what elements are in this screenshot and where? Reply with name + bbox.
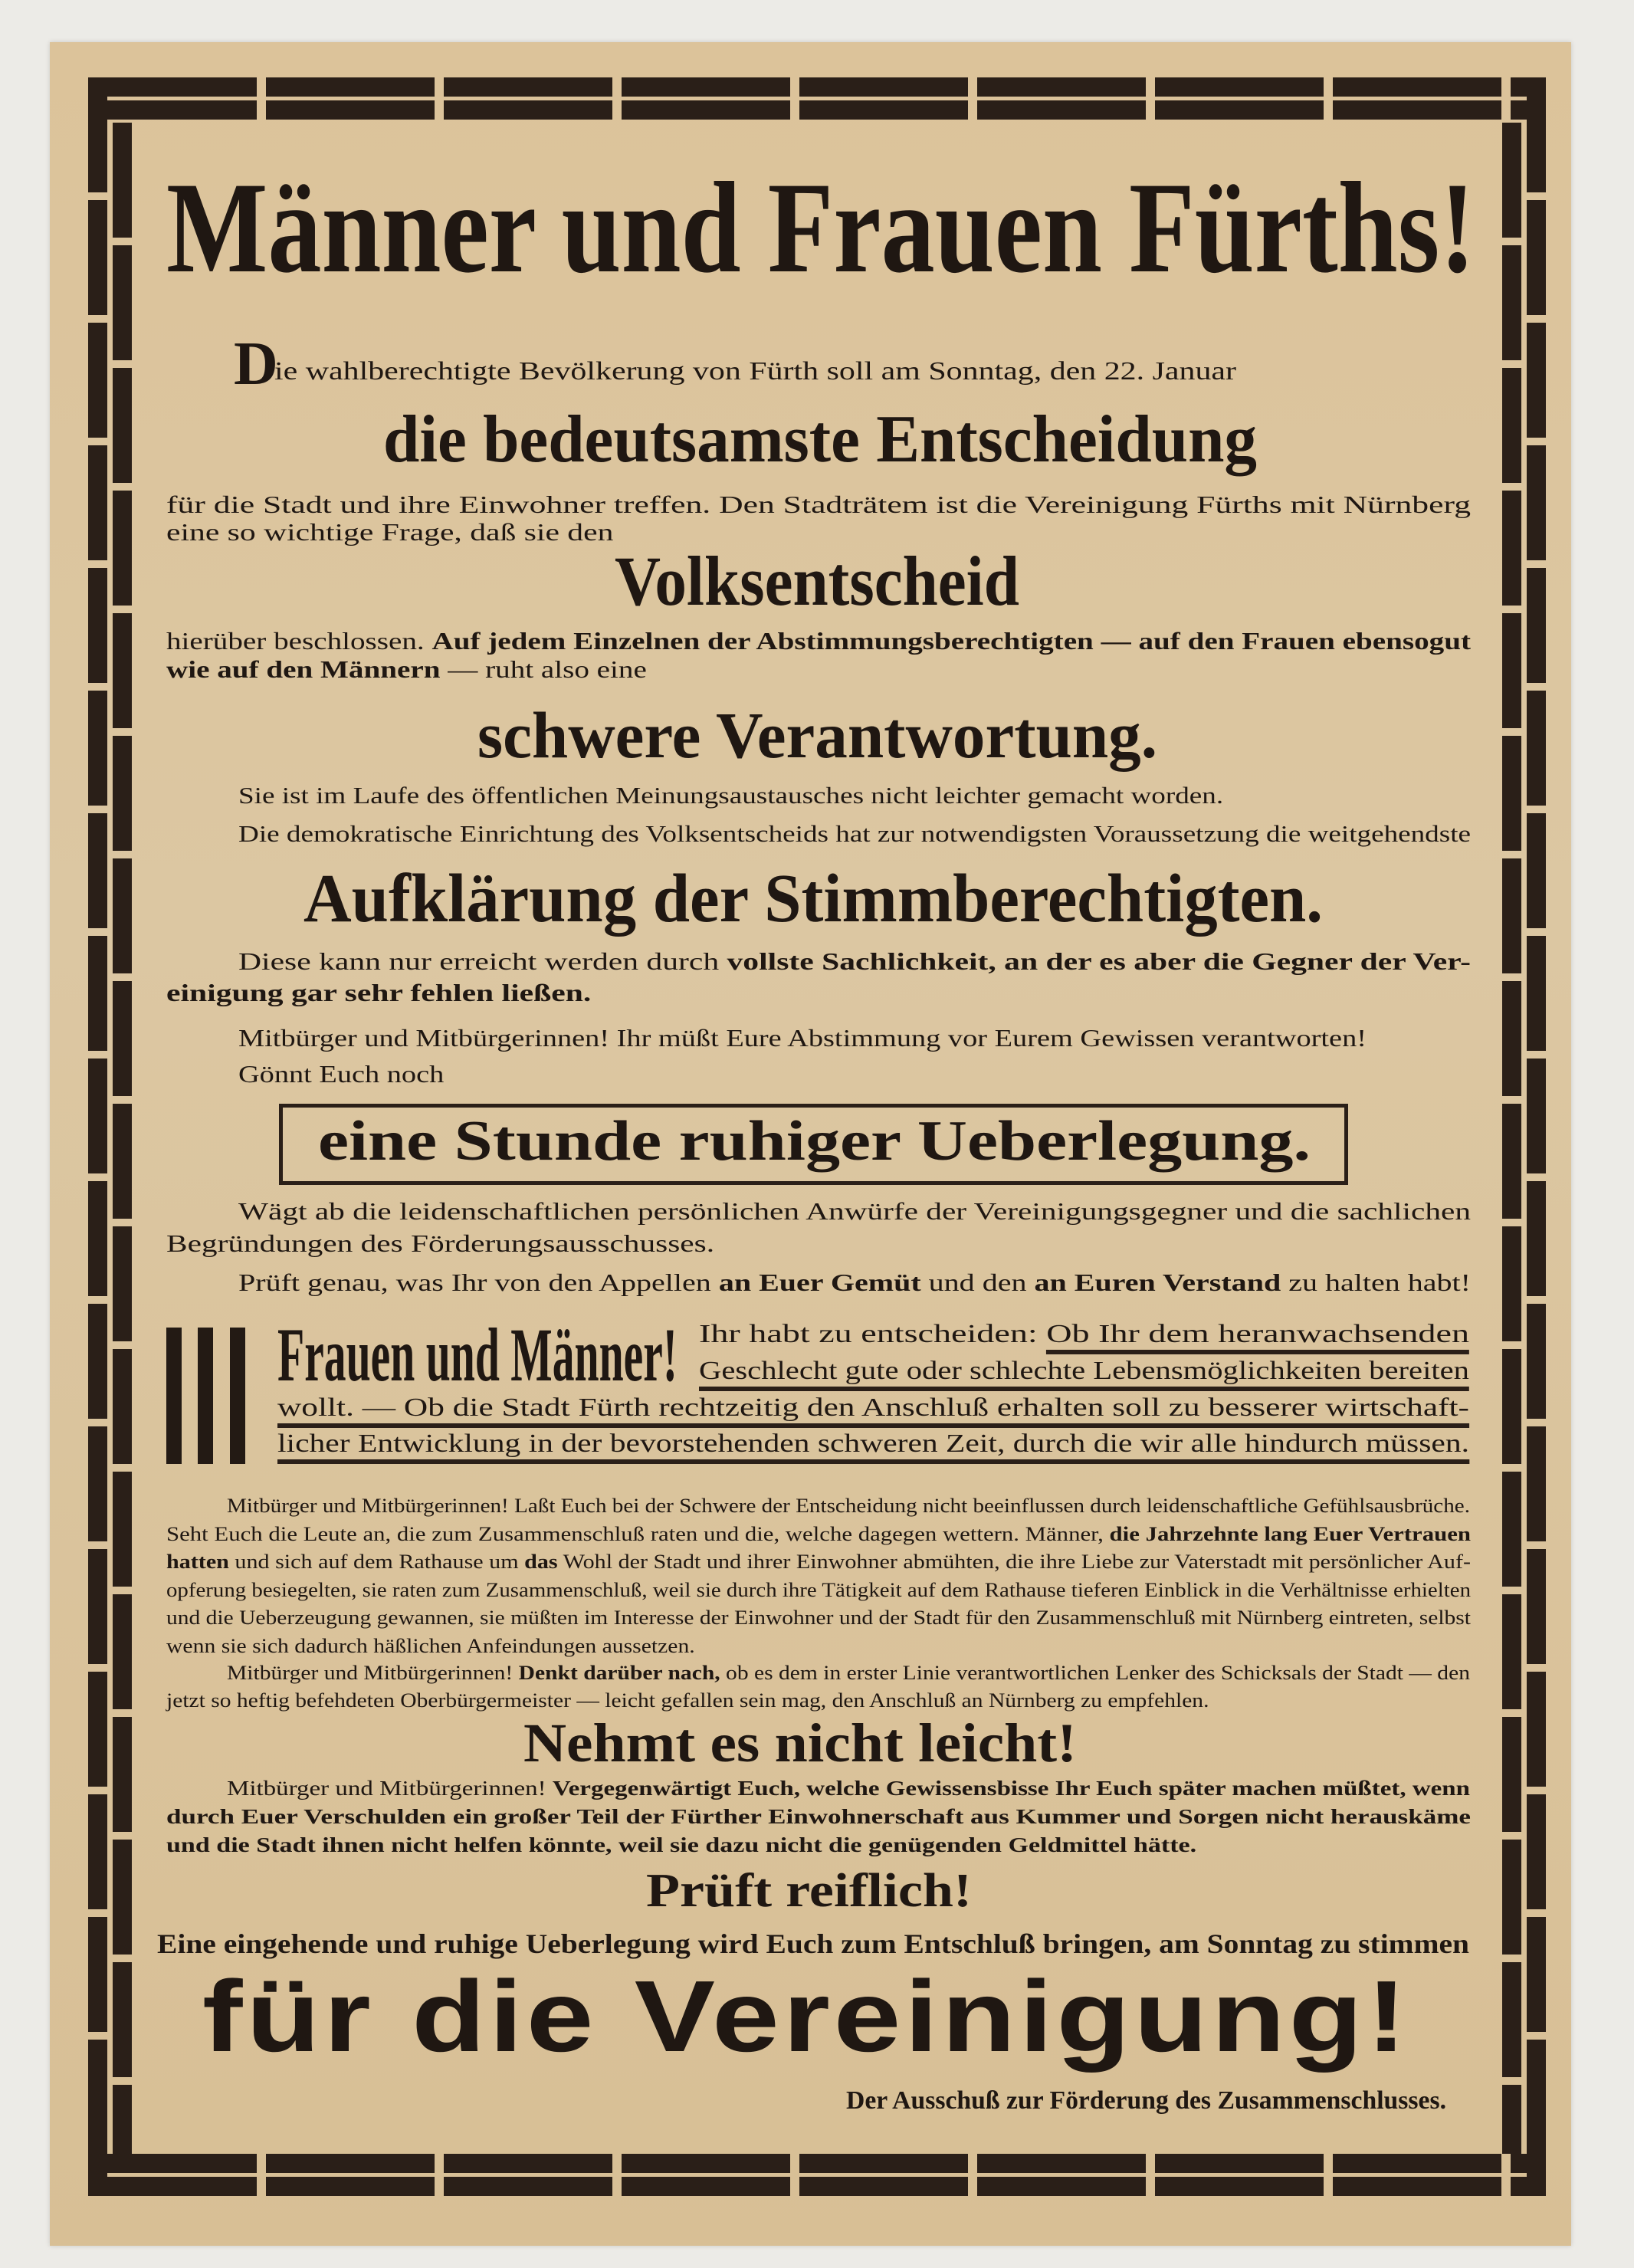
p3-line-1 <box>238 782 1224 809</box>
poster-title-wrap <box>166 156 1634 300</box>
border-right-outer <box>1527 77 1546 2196</box>
text-line <box>166 1523 1471 1546</box>
bold-text: durch Euer Verschulden ein großer Teil der Fürther Einwohnerschaft aus Kummer und Sorgen nicht herauskäme <box>166 1805 1471 1828</box>
p10-line-1 <box>227 1777 1470 1800</box>
text: zu halten habt! <box>1281 1269 1472 1296</box>
text-line <box>166 518 613 546</box>
text-line <box>166 979 591 1007</box>
decor-bar-3 <box>230 1328 245 1464</box>
border-top-outer <box>88 77 1546 97</box>
headline-aufklaerung: Aufklärung der Stimmberechtigten. <box>304 861 1323 937</box>
text: Gönnt Euch noch <box>238 1060 445 1088</box>
border-left-inner <box>113 123 132 2154</box>
p1-line-2 <box>166 518 614 546</box>
headline-entscheidung: die bedeutsamste Entscheidung <box>383 402 1257 477</box>
text: — ruht also eine <box>440 655 647 683</box>
text-line <box>227 1662 1470 1685</box>
underlined-text: licher Entwicklung in der bevorstehenden schweren Zeit, durch die wir alle hindurch müssen. <box>277 1429 1469 1464</box>
text-line <box>166 491 1471 519</box>
text-line <box>277 1429 1469 1459</box>
p10-line-3 <box>166 1833 1197 1857</box>
text: Mitbürger und Mitbürgerinnen! <box>227 1662 519 1684</box>
decor-bar-2 <box>198 1328 213 1464</box>
p2-line-1 <box>166 627 1471 655</box>
text-line <box>238 1197 1471 1226</box>
border-right-inner <box>1502 123 1521 2154</box>
p8-line-1 <box>227 1495 1470 1518</box>
fr2-line-1 <box>277 1393 1469 1423</box>
headline-stunde: eine Stunde ruhiger Ueberlegung. <box>318 1110 1311 1173</box>
text-line <box>166 1607 1471 1630</box>
fr2-line-2 <box>277 1429 1469 1459</box>
p10-line-2 <box>166 1805 1471 1829</box>
text: Sie ist im Laufe des öffentlichen Meinungsaustausches nicht leichter gemacht worden. <box>238 782 1224 809</box>
bold-text: Denkt darüber nach, <box>518 1662 720 1684</box>
text-line <box>699 1320 1469 1349</box>
text-line <box>166 1635 695 1658</box>
bold-text: Vergegenwärtigt Euch, welche Gewissensbisse Ihr Euch später machen müßtet, wenn <box>552 1777 1470 1800</box>
decor-bar-1 <box>166 1328 182 1464</box>
text-line <box>699 1357 1469 1386</box>
bold-text: und die Stadt ihnen nicht helfen könnte, weil sie dazu nicht die genügenden Geldmittel hätte. <box>166 1833 1197 1856</box>
text: Begründungen des Förderungsausschusses. <box>166 1229 715 1257</box>
p6-line-1 <box>238 1197 1471 1226</box>
text-line <box>227 1495 1470 1518</box>
border-bottom-outer <box>88 2177 1546 2196</box>
text-line <box>238 1024 1367 1052</box>
bold-text: hatten <box>166 1551 229 1573</box>
drop-cap: D <box>234 330 278 398</box>
text: Diese kann nur erreicht werden durch <box>238 947 727 975</box>
text: ob es dem in erster Linie verantwortlichen Lenker des Schicksals der Stadt — den <box>720 1662 1470 1684</box>
bold-text: vollste Sachlichkeit, <box>727 947 996 975</box>
p5-line-2 <box>238 1060 445 1088</box>
text: und den <box>920 1269 1035 1296</box>
p8-line-3 <box>166 1551 1471 1574</box>
fr1-line-1 <box>699 1320 1469 1349</box>
fr1-line-2 <box>699 1357 1469 1386</box>
p1-line-1 <box>166 491 1472 519</box>
bold-text: Eine eingehende und ruhige Ueberlegung wird Euch zum Entschluß bringen, am Sonntag zu stimmen <box>157 1928 1469 1959</box>
border-bottom-inner <box>88 2154 1546 2173</box>
p4-line-2 <box>166 979 592 1007</box>
bold-text: an Euer Gemüt <box>718 1269 921 1296</box>
intro-line-wrap <box>274 357 1236 386</box>
text: Wägt ab die leidenschaftlichen persönlichen Anwürfe der Vereinigungsgegner und die sachlichen <box>238 1197 1471 1225</box>
underlined-text: Geschlecht gute oder schlechte Lebensmöglichkeiten bereiten <box>699 1357 1469 1391</box>
bold-text: an der es aber die Gegner der Ver- <box>996 947 1471 975</box>
p4-line-1 <box>238 947 1471 976</box>
headline-vereinigung: für die Vereinigung! <box>202 1960 1410 2073</box>
p5-line-1 <box>238 1024 1367 1052</box>
headline-frauen: Frauen und Männer! <box>277 1312 678 1397</box>
underlined-text: wollt. — Ob die Stadt Fürth rechtzeitig den Anschluß erhalten soll zu besserer wirtschaft- <box>277 1393 1469 1428</box>
text-line <box>238 1269 1471 1297</box>
p2-line-2 <box>166 655 647 684</box>
p9-line-2 <box>166 1689 1209 1712</box>
text: Ihr habt zu entscheiden: <box>699 1320 1047 1348</box>
bold-text: das <box>524 1551 558 1573</box>
headline-volksentscheid: Volksentscheid <box>615 542 1019 620</box>
p11-line-1 <box>157 1928 1469 1960</box>
text: Mitbürger und Mitbürgerinnen! Ihr müßt Eure Abstimmung vor Eurem Gewissen verantworten! <box>238 1024 1367 1052</box>
text-line <box>166 1579 1471 1602</box>
text: opferung besiegelten, sie raten zum Zusammenschluß, weil sie durch ihre Tätigkeit auf dem Rathause tieferen Einblick in die Verhältnisse erhielten <box>166 1578 1471 1601</box>
border-top-inner <box>88 100 1546 120</box>
p7-line-1 <box>238 1269 1472 1297</box>
text-line <box>166 1805 1471 1829</box>
headline-nehmt: Nehmt es nicht leicht! <box>523 1712 1077 1774</box>
text: Wohl der Stadt und ihrer Einwohner abmühten, die ihre Liebe zur Vaterstadt mit persönlicher Auf- <box>557 1551 1471 1573</box>
text: Seht Euch die Leute an, die zum Zusammenschluß raten und die, welche dagegen wettern. Männer, <box>166 1522 1110 1545</box>
headline-pruefet: Prüft reiflich! <box>646 1865 972 1917</box>
text: jetzt so heftig befehdeten Oberbürgermeister — leicht gefallen sein mag, den Anschluß an Nürnberg zu empfehlen. <box>166 1689 1209 1712</box>
p9-line-1 <box>227 1662 1470 1685</box>
poster-title: Männer und Frauen Fürths! <box>166 156 1475 300</box>
text-line <box>166 1689 1209 1712</box>
text-line <box>166 1229 714 1258</box>
intro-line: ie wahlberechtigte Bevölkerung von Fürth soll am Sonntag, den 22. Januar <box>274 357 1236 386</box>
text: hierüber beschlossen. <box>166 627 432 655</box>
p8-line-2 <box>166 1522 1471 1546</box>
p8-line-6 <box>166 1634 695 1658</box>
text: eine so wichtige Frage, daß sie den <box>166 518 614 546</box>
text: und die Ueberzeugung gewannen, sie müßten im Interesse der Einwohner und der Stadt für den Zusammenschluß mit Nürnberg eintreten, selbst <box>166 1607 1471 1629</box>
bold-text: an Euren Verstand <box>1034 1269 1281 1296</box>
text: und sich auf dem Rathause um <box>228 1551 525 1573</box>
text-line <box>166 655 647 684</box>
border-left-outer <box>88 77 107 2196</box>
text: Prüft genau, was Ihr von den Appellen <box>238 1269 719 1296</box>
text-line <box>238 782 1223 809</box>
text: Mitbürger und Mitbürgerinnen! <box>227 1777 553 1800</box>
text: Mitbürger und Mitbürgerinnen! Laßt Euch bei der Schwere der Entscheidung nicht beeinflussen durch leidenschaftliche Gefühlsausbrüche. <box>227 1495 1470 1517</box>
p3-line-2 <box>238 820 1471 848</box>
headline-verantwortung: schwere Verantwortung. <box>477 698 1157 772</box>
text-line <box>238 820 1471 848</box>
p8-line-4 <box>166 1578 1471 1602</box>
text-line <box>166 627 1471 655</box>
p6-line-2 <box>166 1229 715 1258</box>
bold-text: Auf jedem Einzelnen der Abstimmungsberechtigten — auf den Frauen ebensogut <box>431 627 1471 655</box>
text-line <box>277 1393 1469 1423</box>
text: für die Stadt und ihre Einwohner treffen. Den Stadträtem ist die Vereinigung Fürths mit Nürnberg <box>166 491 1472 518</box>
bold-text: wie auf den Männern <box>166 655 441 683</box>
text-line <box>166 1551 1471 1574</box>
text: wenn sie sich dadurch häßlichen Anfeindungen aussetzen. <box>166 1634 695 1657</box>
text-line <box>238 1060 444 1088</box>
text: Die demokratische Einrichtung des Volksentscheids hat zur notwendigsten Voraussetzung die weitgehendste <box>238 820 1471 847</box>
underlined-text: Ob Ihr dem heranwachsenden <box>1046 1320 1469 1354</box>
bold-text: die Jahrzehnte lang Euer Vertrauen <box>1109 1522 1471 1545</box>
text-line <box>227 1777 1470 1800</box>
text-line <box>157 1928 1469 1960</box>
text-line <box>166 1833 1196 1857</box>
signature: Der Ausschuß zur Förderung des Zusammenschlusses. <box>846 2086 1446 2115</box>
p8-line-5 <box>166 1607 1471 1630</box>
text-line <box>238 947 1471 976</box>
bold-text: einigung gar sehr fehlen ließen. <box>166 979 592 1006</box>
